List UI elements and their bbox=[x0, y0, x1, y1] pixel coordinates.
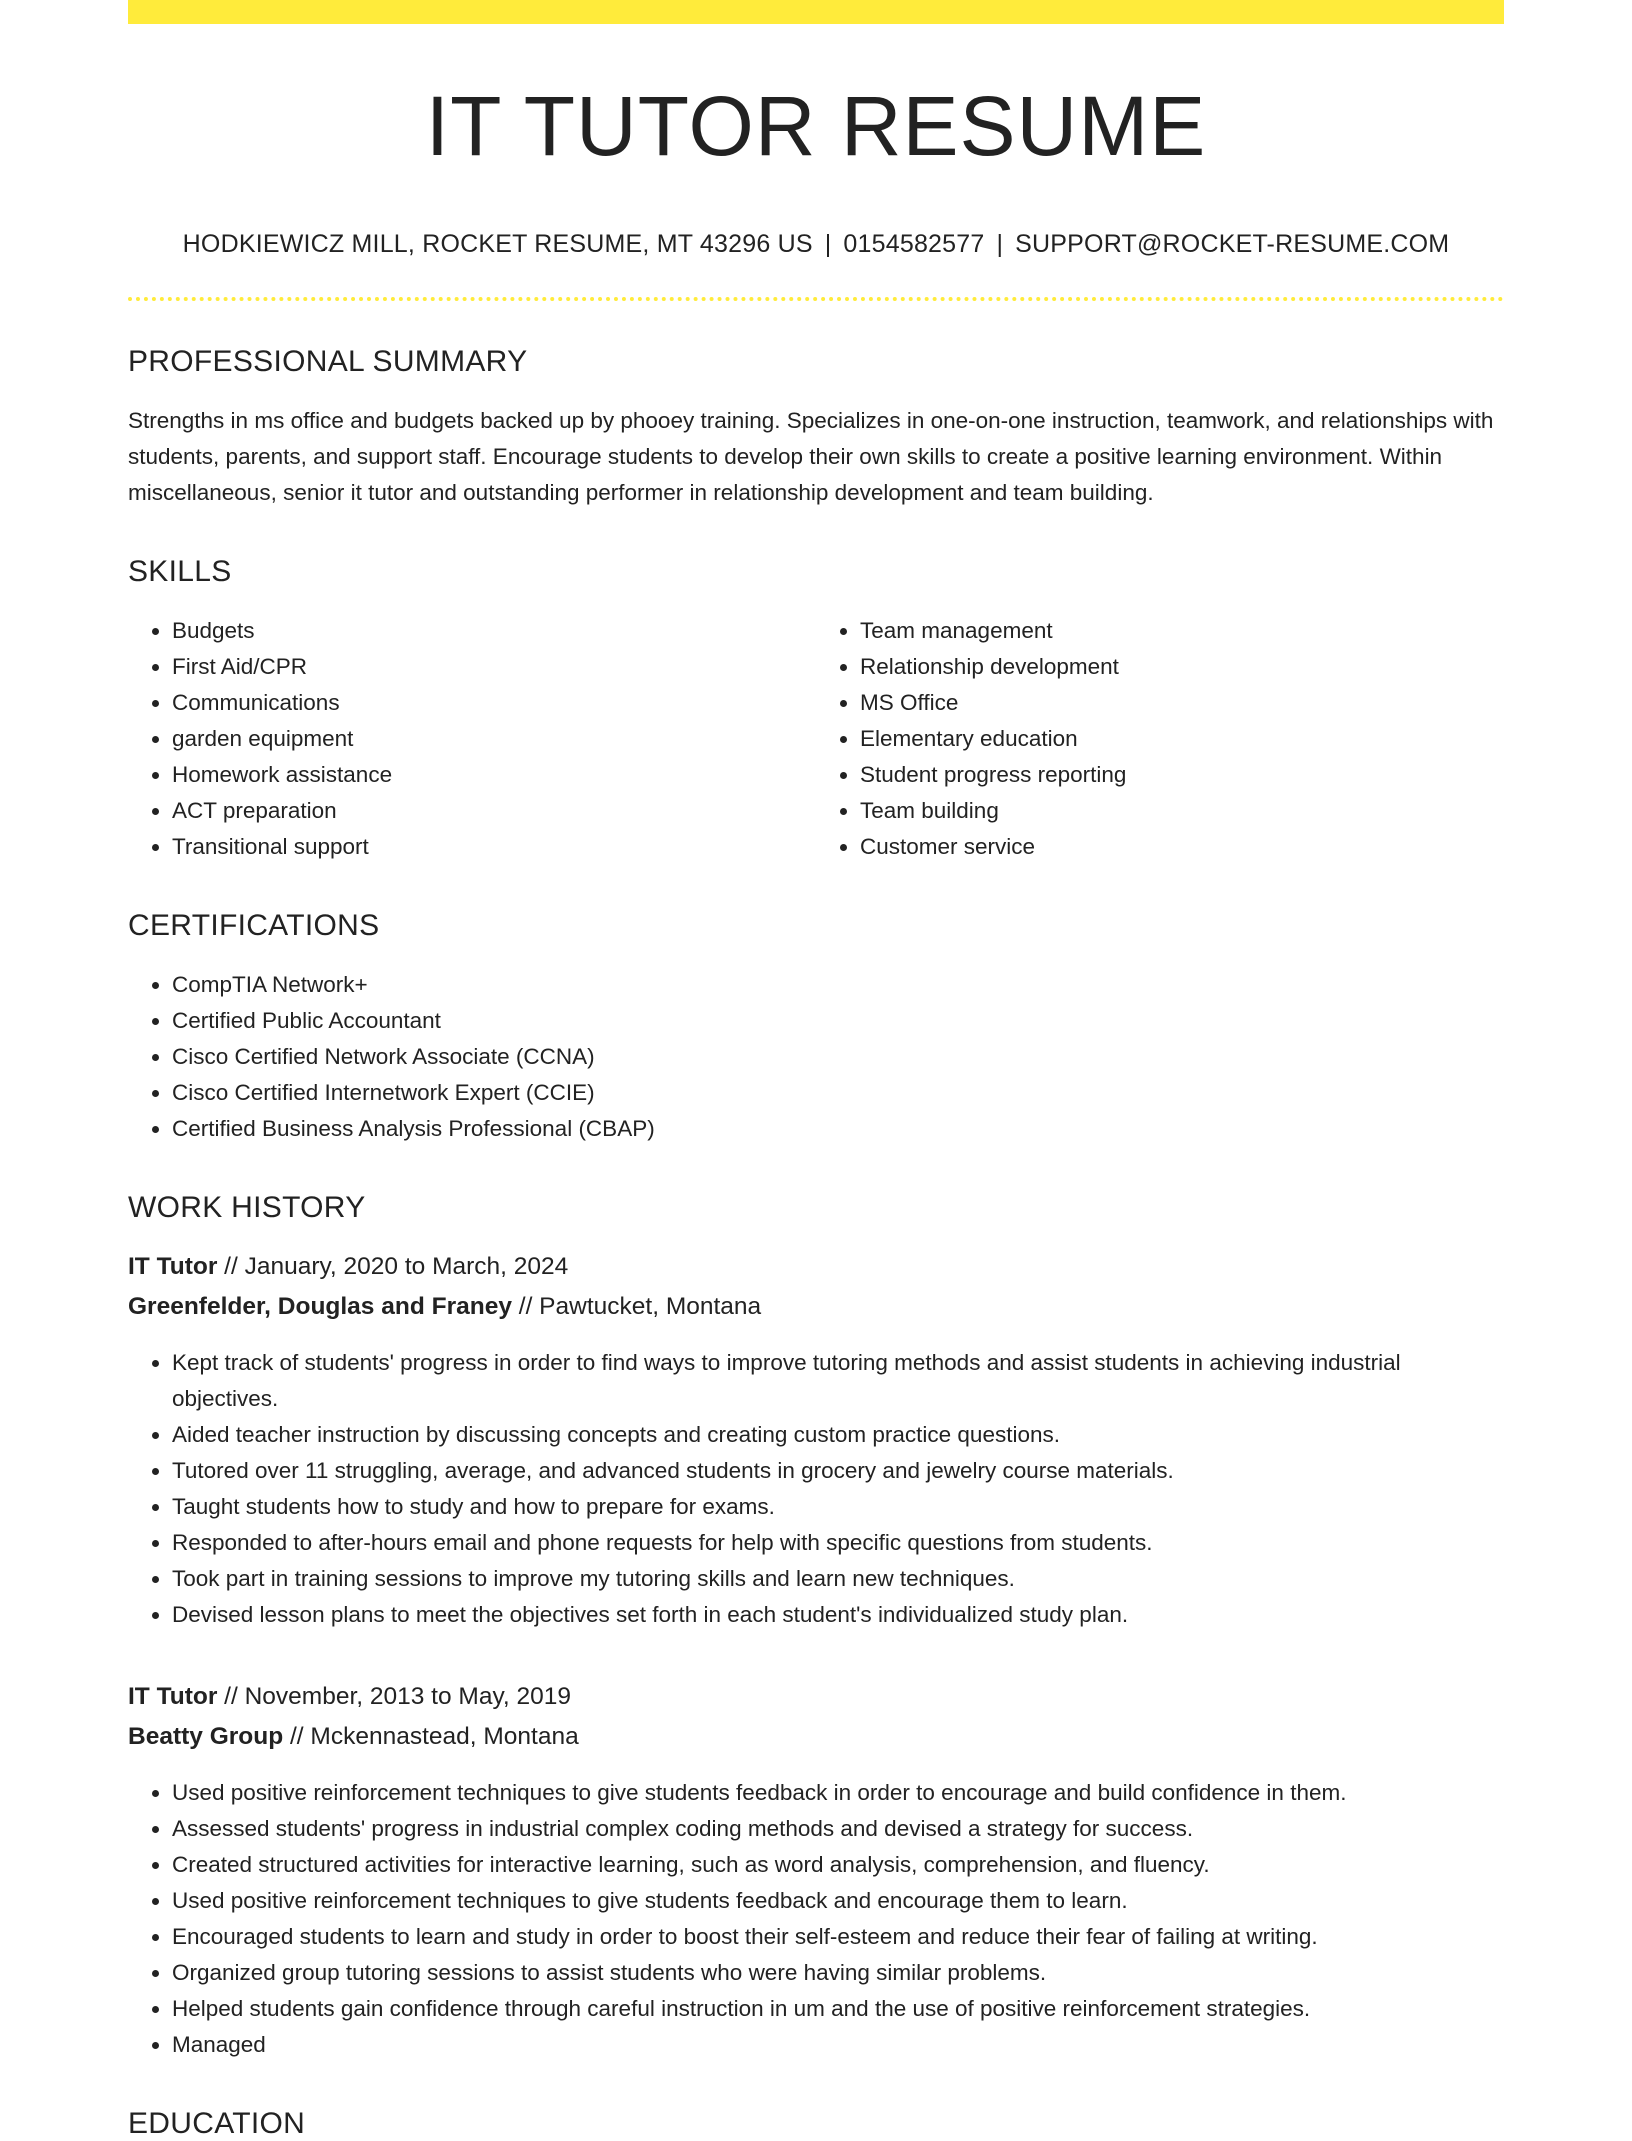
list-item: • Homework assistance bbox=[172, 757, 816, 793]
list-item: • Managed bbox=[172, 2027, 1504, 2063]
list-item: • Taught students how to study and how to prepare for exams. bbox=[172, 1489, 1504, 1525]
list-item: • Aided teacher instruction by discussing concepts and creating custom practice questions. bbox=[172, 1417, 1504, 1453]
contact-line bbox=[128, 230, 1504, 259]
job-company: Beatty Group bbox=[128, 1723, 284, 1751]
list-item: • Student progress reporting bbox=[860, 757, 1504, 793]
skills-heading: SKILLS bbox=[128, 555, 232, 589]
list-item: • Responded to after-hours email and phone requests for help with specific questions from students. bbox=[172, 1525, 1504, 1561]
job-company-line bbox=[128, 1717, 1504, 1757]
list-item: • Kept track of students' progress in order to find ways to improve tutoring methods and assist students in achieving industrial objectives. bbox=[172, 1345, 1504, 1417]
list-item: • Team building bbox=[860, 793, 1504, 829]
job-entry bbox=[128, 1677, 1504, 2063]
list-item: • MS Office bbox=[860, 685, 1504, 721]
contact-phone: 0154582577 bbox=[843, 230, 985, 259]
contact-separator: | bbox=[996, 230, 1004, 259]
list-item: • Organized group tutoring sessions to assist students who were having similar problems. bbox=[172, 1955, 1504, 1991]
list-item: • Communications bbox=[172, 685, 816, 721]
job-role: IT Tutor bbox=[128, 1253, 218, 1281]
job-bullets bbox=[128, 1775, 1504, 2063]
job-entry bbox=[128, 1247, 1504, 1633]
skills-list-right bbox=[816, 613, 1504, 865]
contact-email: SUPPORT@ROCKET-RESUME.COM bbox=[1015, 230, 1450, 259]
work-history-heading: WORK HISTORY bbox=[128, 1191, 366, 1225]
list-item: • garden equipment bbox=[172, 721, 816, 757]
dotted-divider bbox=[128, 297, 1504, 301]
job-location: // Mckennastead, Montana bbox=[283, 1723, 579, 1751]
job-title-line bbox=[128, 1247, 1504, 1287]
list-item: • Budgets bbox=[172, 613, 816, 649]
list-item: • Devised lesson plans to meet the objectives set forth in each student's individualized study plan. bbox=[172, 1597, 1504, 1633]
summary-text: Strengths in ms office and budgets backed up by phooey training. Specializes in one-on-one instruction, teamwork, and relationships with students, parents, and support staff. Encourage students to develop their own skills to create a positive learning environment. Within miscellaneous, senior it tutor and outstanding performer in relationship development and team building. bbox=[128, 408, 1494, 506]
job-role: IT Tutor bbox=[128, 1683, 218, 1711]
list-item: • Cisco Certified Network Associate (CCNA) bbox=[172, 1039, 1504, 1075]
accent-top-bar bbox=[128, 0, 1504, 24]
skills-section bbox=[128, 555, 1504, 865]
skills-grid bbox=[128, 589, 1504, 865]
summary-section bbox=[128, 345, 1504, 511]
resume-page bbox=[128, 0, 1504, 2141]
list-item: • Assessed students' progress in industrial complex coding methods and devised a strategy for success. bbox=[172, 1811, 1504, 1847]
skills-list-left bbox=[128, 613, 816, 865]
job-dates: // November, 2013 to May, 2019 bbox=[217, 1683, 571, 1711]
list-item: • Certified Public Accountant bbox=[172, 1003, 1504, 1039]
summary-heading: PROFESSIONAL SUMMARY bbox=[128, 345, 528, 379]
resume-title: IT TUTOR RESUME bbox=[425, 79, 1207, 173]
list-item: • Helped students gain confidence through careful instruction in um and the use of positive reinforcement strategies. bbox=[172, 1991, 1504, 2027]
list-item: • Transitional support bbox=[172, 829, 816, 865]
certifications-list bbox=[128, 967, 1504, 1147]
list-item: • Cisco Certified Internetwork Expert (CCIE) bbox=[172, 1075, 1504, 1111]
job-location: // Pawtucket, Montana bbox=[511, 1293, 762, 1321]
education-heading: EDUCATION bbox=[128, 2107, 306, 2141]
job-title-line bbox=[128, 1677, 1504, 1717]
list-item: • Customer service bbox=[860, 829, 1504, 865]
job-bullets bbox=[128, 1345, 1504, 1633]
certifications-section bbox=[128, 909, 1504, 1147]
list-item: • CompTIA Network+ bbox=[172, 967, 1504, 1003]
list-item: • Used positive reinforcement techniques to give students feedback in order to encourage and build confidence in them. bbox=[172, 1775, 1504, 1811]
job-company: Greenfelder, Douglas and Franey bbox=[128, 1293, 512, 1321]
list-item: • Certified Business Analysis Professional (CBAP) bbox=[172, 1111, 1504, 1147]
list-item: • First Aid/CPR bbox=[172, 649, 816, 685]
list-item: • Created structured activities for interactive learning, such as word analysis, comprehension, and fluency. bbox=[172, 1847, 1504, 1883]
list-item: • Relationship development bbox=[860, 649, 1504, 685]
education-section bbox=[128, 2107, 1504, 2141]
job-company-line bbox=[128, 1287, 1504, 1327]
job-dates: // January, 2020 to March, 2024 bbox=[217, 1253, 569, 1281]
certifications-heading: CERTIFICATIONS bbox=[128, 909, 380, 943]
list-item: • Elementary education bbox=[860, 721, 1504, 757]
list-item: • Encouraged students to learn and study in order to boost their self-esteem and reduce their fear of failing at writing. bbox=[172, 1919, 1504, 1955]
list-item: • Took part in training sessions to improve my tutoring skills and learn new techniques. bbox=[172, 1561, 1504, 1597]
contact-address: HODKIEWICZ MILL, ROCKET RESUME, MT 43296 US bbox=[182, 230, 813, 259]
work-history-section bbox=[128, 1191, 1504, 2063]
contact-separator: | bbox=[824, 230, 832, 259]
list-item: • Team management bbox=[860, 613, 1504, 649]
list-item: • ACT preparation bbox=[172, 793, 816, 829]
list-item: • Used positive reinforcement techniques to give students feedback and encourage them to learn. bbox=[172, 1883, 1504, 1919]
list-item: • Tutored over 11 struggling, average, and advanced students in grocery and jewelry course materials. bbox=[172, 1453, 1504, 1489]
